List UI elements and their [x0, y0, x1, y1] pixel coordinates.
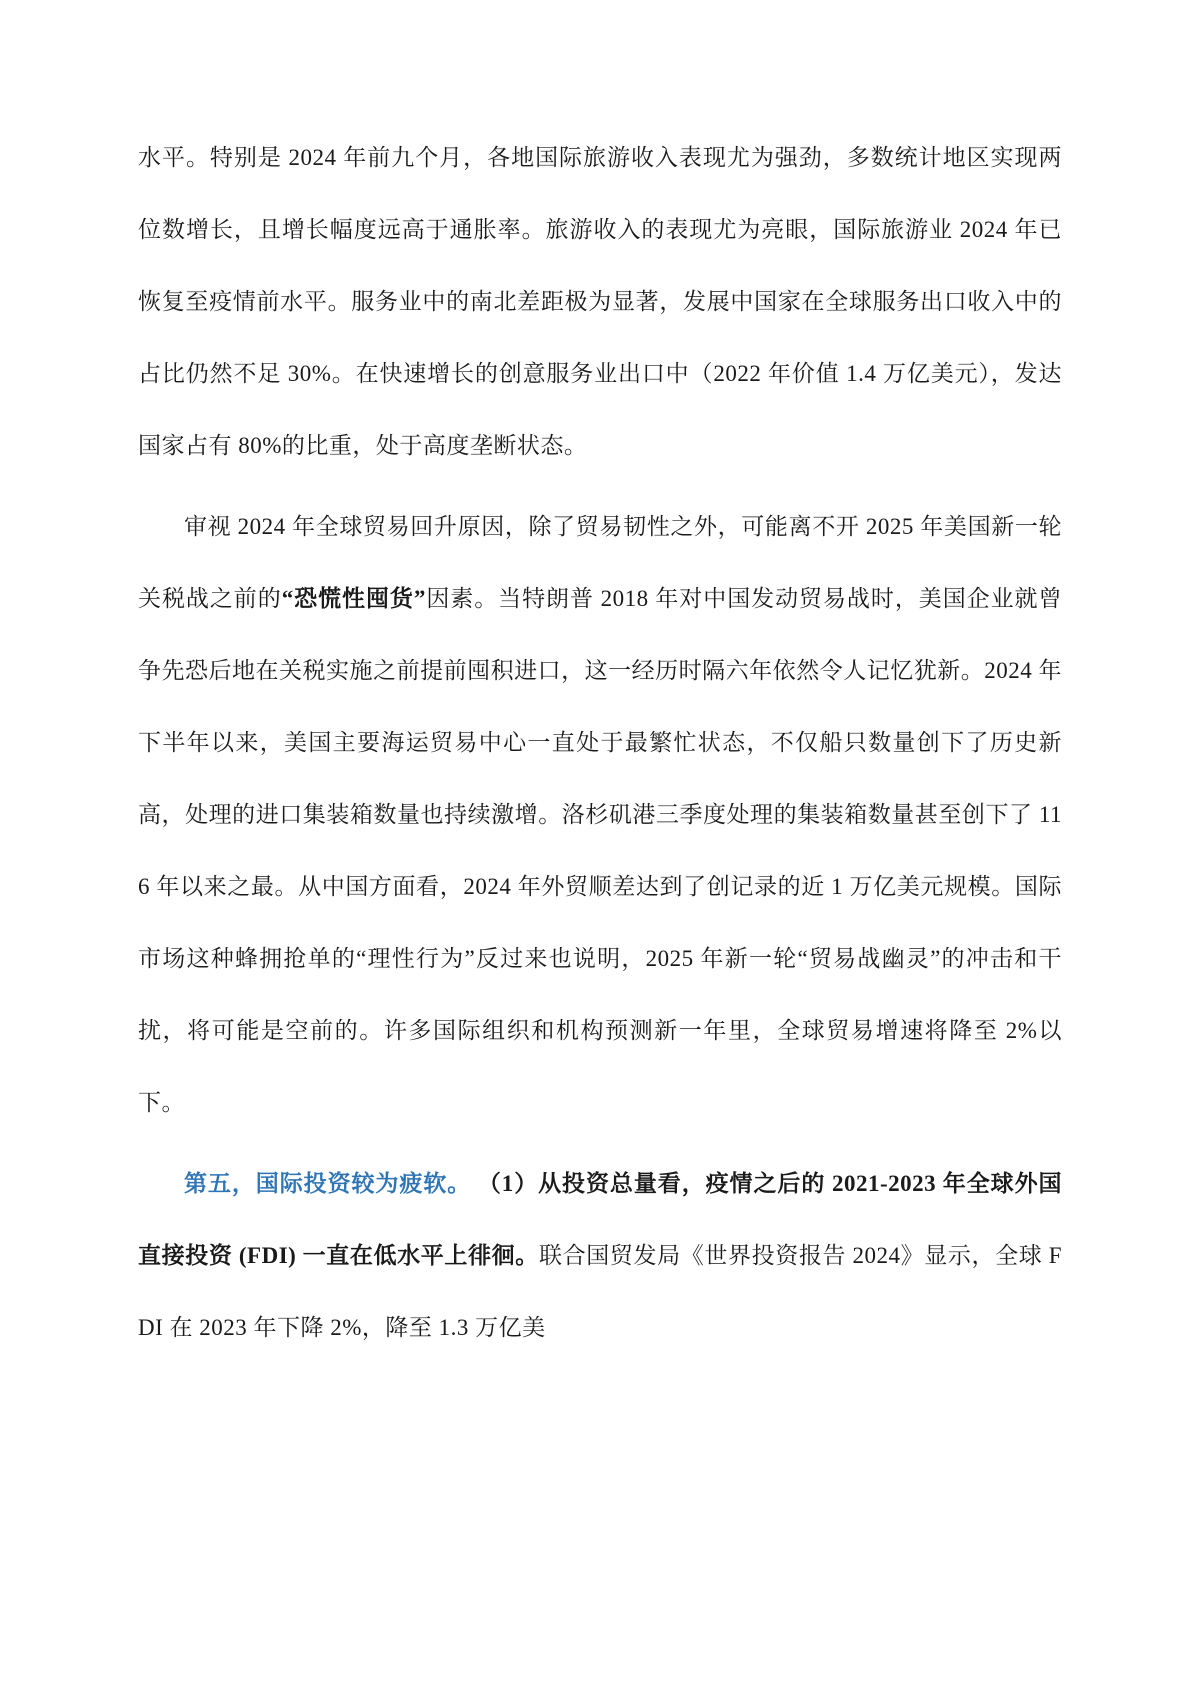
- text-run: 水平。特别是 2024 年前九个月，各地国际旅游收入表现尤为强劲，多数统计地区实现两位数增长，且增长幅度远高于通胀率。旅游收入的表现尤为亮眼，国际旅游业 2024 年已恢复至疫情前水平。服务业中的南北差距极为显著，发展中国家在全球服务出口收入中的占比仍然不足 30%。在快速增长的创意服务业出口中（2022 年价值 1.4 万亿美元），发达国家占有 80%的比重，处于高度垄断状态。: [138, 145, 1062, 458]
- paragraph-services-trade-continuation: [138, 122, 1062, 482]
- text-run-fdi-summary: （1）从投资总量看，疫情之后的 2021-2023 年全球外国直接投资 (FDI) 一直在低水平上徘徊。: [138, 1171, 1062, 1268]
- paragraph-international-investment: [138, 1148, 1062, 1364]
- text-run-panic-stockpiling: “恐慌性囤货”: [281, 586, 426, 611]
- text-run: 因素。当特朗普 2018 年对中国发动贸易战时，美国企业就曾争先恐后地在关税实施之前提前囤积进口，这一经历时隔六年依然令人记忆犹新。2024 年下半年以来，美国主要海运贸易中心一直处于最繁忙状态，不仅船只数量创下了历史新高，处理的进口集装箱数量也持续激增。洛杉矶港三季度处理的集装箱数量甚至创下了 116 年以来之最。从中国方面看，2024 年外贸顺差达到了创记录的近 1 万亿美元规模。国际市场这种蜂拥抢单的“理性行为”反过来也说明，2025 年新一轮“贸易战幽灵”的冲击和干扰，将可能是空前的。许多国际组织和机构预测新一年里，全球贸易增速将降至 2%以下。: [138, 586, 1063, 1115]
- text-run: 审视 2024 年全球贸易回升原因，除了贸易韧性之外，可能离不开 2025 年美国新一轮关税战之前的: [138, 514, 1062, 611]
- paragraph-trade-rebound-reasons: [138, 491, 1062, 1139]
- text-run-section-heading: 第五，国际投资较为疲软。: [184, 1171, 472, 1196]
- text-run: 联合国贸发局《世界投资报告 2024》显示，全球 FDI 在 2023 年下降 2%，降至 1.3 万亿美: [138, 1243, 1062, 1340]
